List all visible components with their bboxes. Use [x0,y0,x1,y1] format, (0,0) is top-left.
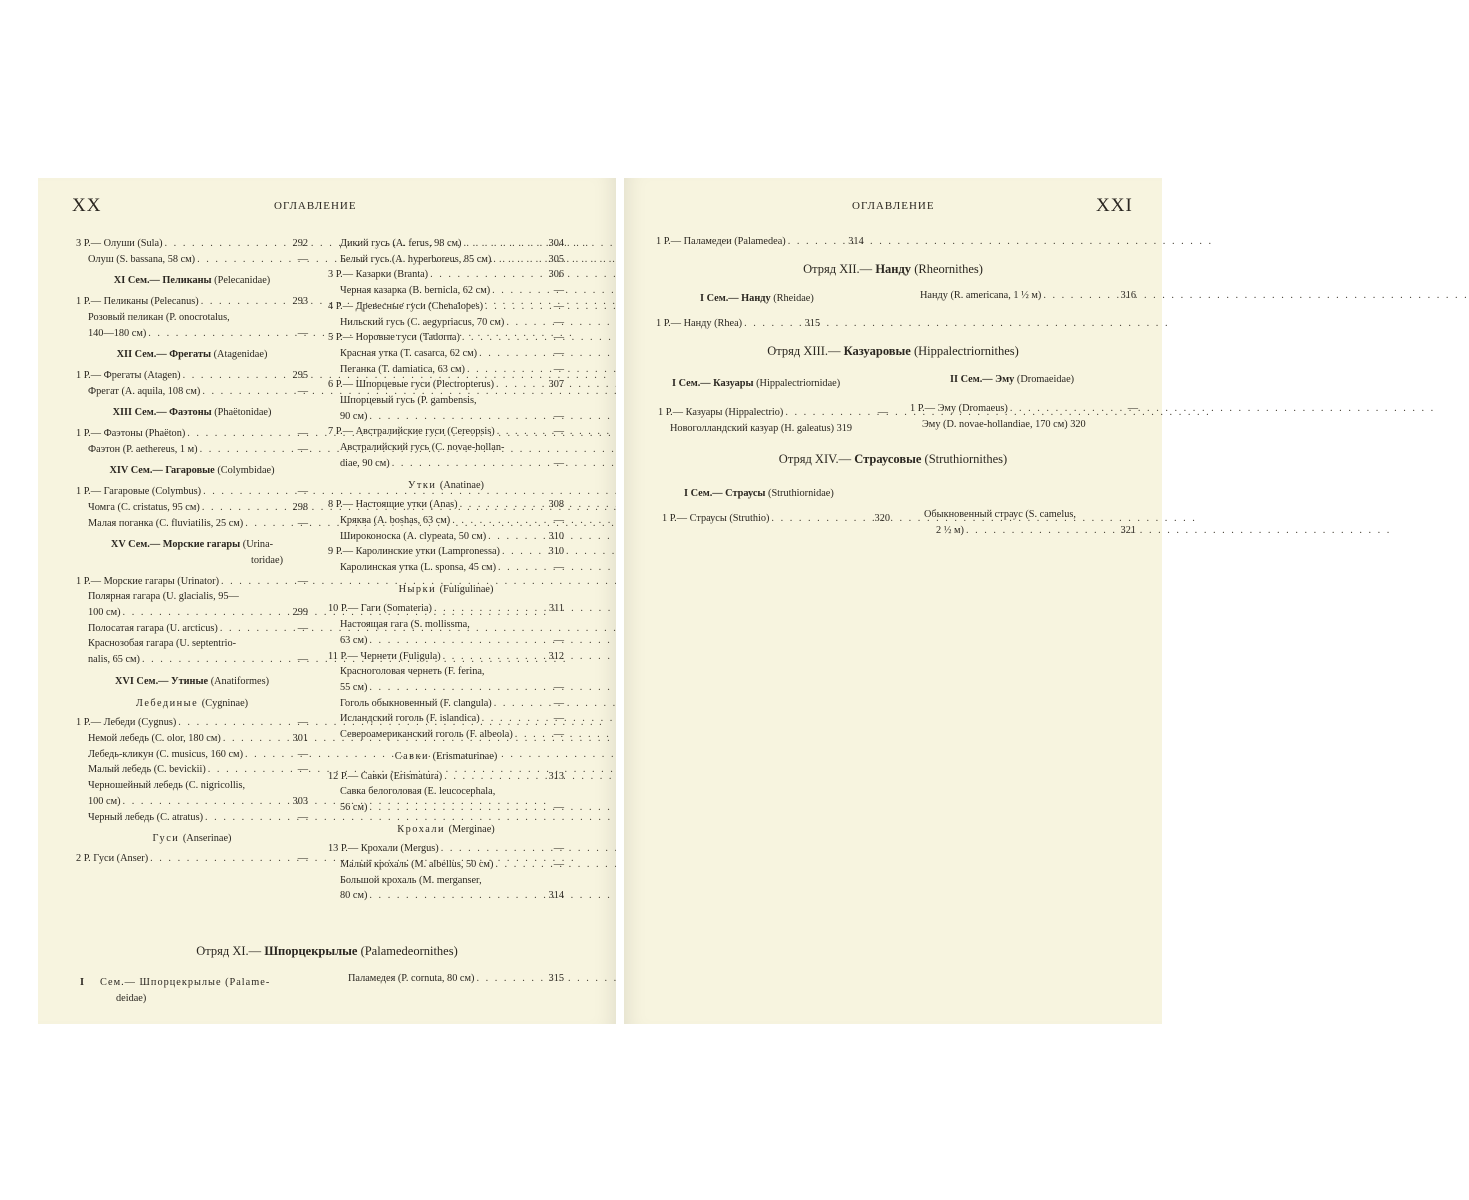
family-heading: XIV Сем.— Гагаровые (Colymbidae) [109,465,275,477]
entry-title: 100 см) [88,795,121,807]
bottom-family-entry: I Сем.— Шпорцекрылые (Palame- deidae) [80,977,271,1004]
page-ref: 299 [292,607,308,619]
family-heading: XI Сем.— Пеликаны (Pelecanidae) [113,275,271,287]
entry-title: Настоящая гага (S. mollissma, [340,619,470,631]
entry-title: 9 Р.— Каролинские утки (Lampronessa) [328,546,500,558]
page-number-left: XX [72,195,102,216]
toc-species-entry [76,500,308,516]
toc-species-entry [328,346,564,362]
entry-title: Австралийский гусь (C. novae-hollan- [340,442,505,454]
entry-title: Малая поганка (C. fluviatilis, 25 см) [88,517,244,529]
entry-title: 63 см) [340,634,368,646]
dot-leader [443,649,544,665]
page-ref: — [553,562,564,574]
toc-genus-entry [328,267,564,283]
dot-leader [452,513,544,529]
entry-title: Краснозобая гагара (U. septentrio- [88,638,237,650]
toc-species-entry [328,696,564,712]
dot-leader [494,696,544,712]
entry-title: Савка белоголовая (E. leucocephala, [340,786,496,798]
family-heading: II Сем.— Эму (Dromaeidae) [950,374,1075,385]
page-ref: 304 [548,238,564,249]
family-heading: XVI Сем.— Утиные (Anatiformes) [114,675,270,687]
running-head-right: ОГЛАВЛЕНИЕ [852,200,935,212]
page-ref: — [297,428,308,440]
page-ref: 310 [548,530,564,542]
dot-leader [205,810,288,826]
page-ref: 314 [548,890,564,902]
entry-title: 1 Р.— Пеликаны (Pelecanus) [76,296,199,308]
dot-leader [221,574,288,590]
toc-genus-entry [76,426,308,442]
page-ref: — [553,316,564,328]
toc-species-entry [328,362,564,378]
order-heading-xii: Отряд XII.— Нанду (Rheornithes) [803,262,983,276]
toc-species-entry [328,409,564,425]
page-ref: 307 [548,379,564,391]
subfamily-heading: Нырки (Fuligulinae) [398,583,494,595]
entry-title: Черная казарка (B. bernicla, 62 см) [340,285,491,297]
entry-title: 1 Р.— Гагаровые (Colymbus) [76,486,202,498]
toc-species-entry [328,857,564,873]
page-ref: — [297,764,308,776]
page-ref: — [553,843,564,855]
entry-title: Фрегат (A. aquila, 108 см) [88,385,201,397]
entry-title: Каролинская утка (L. sponsa, 45 см) [340,562,496,574]
page-ref: — [553,697,564,709]
page-ref: — [553,363,564,375]
dot-leader [202,384,288,400]
dot-leader [485,299,544,315]
entry-title: Красная утка (T. casarca, 62 см) [340,347,478,359]
left-page [38,178,616,1024]
entry-title: Фаэтон (P. aethereus, 1 м) [88,443,198,455]
family-heading: XIII Сем.— Фаэтоны (Phaëtonidae) [112,407,272,419]
page-ref: — [297,486,308,498]
dot-leader [202,500,288,516]
entry-title: 140—180 см) [88,327,147,339]
entry-title: 12 Р.— Савки (Erismatura) [328,770,443,782]
toc-genus-entry [328,769,564,785]
page-ref: 313 [548,770,564,782]
dot-leader [506,315,544,331]
species-entry: Обыкновенный страус (S. camelus, 2 ½ м) . . . 321 [924,507,1136,538]
entry-title: Лебедь-кликун (C. musicus, 160 см) [88,748,244,760]
toc-genus-entry [76,851,308,867]
toc-genus-entry [76,236,308,252]
toc-column-2 [328,236,564,904]
dot-leader [178,715,288,731]
dot-leader [203,484,288,500]
order-heading-xiii: Отряд XIII.— Казуаровые (Hippalectriornithes) [767,344,1019,358]
dot-leader [479,346,544,362]
entry-title: Черношейный лебедь (C. nigricollis, [88,780,246,792]
page-ref: — [553,285,564,297]
entry-title: 10 Р.— Гаги (Somateria) [328,603,432,615]
dot-leader [498,560,544,576]
toc-species-entry [328,784,564,800]
page-ref: 293 [292,296,308,308]
entry-title: 5 Р.— Норовые гуси (Tadorna) [328,332,460,344]
dot-leader [369,633,544,649]
entry-title: Малый крохаль (M. albellus, 50 см) [340,859,494,871]
entry-title: Полярная гагара (U. glacialis, 95— [88,591,239,603]
toc-species-entry [328,283,564,299]
page-ref: 310 [548,546,564,558]
toc-species-entry [328,664,564,680]
page-ref: — [553,729,564,741]
dot-leader [123,794,288,810]
toc-genus-entry [328,649,564,665]
toc-species-entry [76,326,308,342]
entry-title: 80 см) [340,890,368,902]
page-ref: 301 [292,732,308,744]
entry-title: Широконоска (A. clypeata, 50 см) [340,530,487,542]
page-ref: 295 [292,369,308,381]
page-ref: — [297,385,308,397]
entry-title: Исландский гоголь (F. islandica) [340,713,480,725]
page-ref: — [297,654,308,666]
toc-species-entry [76,636,308,652]
toc-species-entry [76,621,308,637]
page-ref: — [553,426,564,438]
page-ref: — [553,514,564,526]
toc-species-entry [328,633,564,649]
entry-title: 100 см) [88,607,121,619]
family-heading: I Сем.— Нанду (Rheidae) [700,293,814,304]
toc-species-entry [76,589,308,605]
subfamily-heading: Утки (Anatinae) [408,479,484,491]
toc-species-entry [328,529,564,545]
entry-title: 4 Р.— Древесные гуси (Chenalopes) [328,300,484,312]
page-ref: — [297,253,308,265]
running-head-left: ОГЛАВЛЕНИЕ [274,200,357,212]
dot-leader [492,283,544,299]
toc-species-entry [328,560,564,576]
dot-leader [369,800,544,816]
entry-title: 1 Р.— Лебеди (Cygnus) [76,717,177,729]
dot-leader [150,851,288,867]
toc-species-entry [328,456,564,472]
entry-title: Пеганка (T. damiatica, 63 см) [340,363,465,375]
entry-title: Большой крохаль (M. merganser, [340,874,482,886]
dot-leader [197,252,288,268]
toc-entry: 1 Р.— Паламедеи (Palamedea) . . . 314 [656,234,888,250]
dot-leader [208,762,288,778]
toc-genus-entry [76,368,308,384]
toc-genus-entry [76,294,308,310]
dot-leader [434,601,544,617]
toc-genus-entry [328,601,564,617]
page-ref: — [297,622,308,634]
page-ref: — [297,517,308,529]
dot-leader [201,294,288,310]
toc-species-entry [76,794,308,810]
toc-species-entry [328,873,564,889]
entry-title: Шпорцевый гусь (P. gambensis, [340,395,477,407]
dot-leader [495,857,544,873]
book-gutter [616,178,624,1024]
dot-leader [183,368,288,384]
toc-species-entry [328,617,564,633]
dot-leader [515,727,544,743]
toc-species-entry [76,731,308,747]
page-ref: — [297,811,308,823]
dot-leader [460,497,544,513]
dot-leader [392,456,544,472]
page-ref: — [553,713,564,725]
toc-species-entry [76,810,308,826]
page-ref: — [297,748,308,760]
bottom-species-entry: Паламедея (P. cornuta, 80 см) . . . 315 [348,971,564,987]
subfamily-heading: Крохали (Merginae) [397,823,495,835]
entry-title: Нильский гусь (C. aegypriacus, 70 см) [340,316,505,328]
page-ref: 303 [292,795,308,807]
toc-species-entry [76,605,308,621]
toc-species-entry [76,442,308,458]
toc-genus-entry [76,715,308,731]
toc-species-entry [328,236,564,252]
toc-species-entry [76,252,308,268]
toc-species-entry [76,384,308,400]
species-entry: Нанду (R. americana, 1 ½ м) . . . 316 [920,288,1136,304]
entry-title: 11 Р.— Чернети (Fuligula) [328,650,441,662]
entry-title: 1 Р.— Фрегаты (Atagen) [76,369,181,381]
toc-genus-entry [328,299,564,315]
entry-title: Малый лебедь (C. bevickii) [88,764,206,776]
dot-leader [444,769,544,785]
entry-title: Гоголь обыкновенный (F. clangula) [340,697,492,709]
dot-leader [200,442,288,458]
page-ref: — [553,801,564,813]
entry-title: 6 Р.— Шпорцевые гуси (Plectropterus) [328,379,495,391]
dot-leader [463,236,544,252]
toc-species-entry [328,800,564,816]
entry-title: 55 см) [340,681,368,693]
toc-genus-entry [328,544,564,560]
toc-genus-entry [328,424,564,440]
entry-title: Немой лебедь (C. olor, 180 см) [88,732,221,744]
right-page [624,178,1162,1024]
page-ref: 308 [548,499,564,511]
family-heading: I Сем.— Казуары (Hippalectriornidae) [672,378,841,389]
toc-species-entry [76,310,308,326]
entry-title: 13 Р.— Крохали (Mergus) [328,843,439,855]
dot-leader [497,424,544,440]
toc-genus-entry [76,574,308,590]
genus-species-block: 1 Р.— Эму (Dromaeus) . . . — Эму (D. novae-hollandiae, 170 см) 320 [910,401,1138,432]
entry-title: Полосатая гагара (U. arcticus) [88,622,218,634]
entry-title: diae, 90 см) [340,457,390,469]
page-ref: 305 [548,253,564,265]
toc-genus-entry [328,330,564,346]
dot-leader [502,544,544,560]
dot-leader [123,605,288,621]
dot-leader [462,330,544,346]
family-heading-continued: toridae) [250,554,284,566]
page-ref: — [553,681,564,693]
page-ref: 298 [292,501,308,513]
toc-genus-entry [76,484,308,500]
page-ref: — [553,300,564,312]
page-ref: — [553,410,564,422]
dot-leader [223,731,288,747]
entry-title: 56 см) [340,801,368,813]
toc-species-entry [76,778,308,794]
entry-title: Чомга (C. cristatus, 95 см) [88,501,200,513]
genus-species-block: 1 Р.— Казуары (Hippalectrio) . . . — Новоголландский казуар (H. galeatus) 319 [658,405,888,436]
family-heading: XII Сем.— Фрегаты (Atagenidae) [116,349,268,361]
entry-title: Кряква (A. boshas, 63 см) [340,514,451,526]
dot-leader [245,516,288,532]
toc-genus-entry [328,841,564,857]
genus-entry: 1 Р.— Страусы (Struthio) . . . 320 [662,511,890,527]
entry-title: 3 Р.— Олуши (Sula) [76,238,163,249]
page-ref: 311 [548,603,564,615]
dot-leader [488,529,544,545]
order-heading-xiv: Отряд XIV.— Страусовые (Struthiornithes) [778,452,1008,466]
dot-leader [441,841,544,857]
toc-species-entry [328,315,564,331]
toc-species-entry [76,652,308,668]
dot-leader [220,621,288,637]
dot-leader [430,267,544,283]
dot-leader [369,888,544,904]
entry-title: 90 см) [340,410,368,422]
entry-title: Розовый пеликан (P. onocrotalus, [88,311,230,323]
entry-title: Дикий гусь (A. ferus, 98 см) [340,238,462,249]
dot-leader [148,326,288,342]
page-ref: — [297,717,308,729]
page-ref: — [297,575,308,587]
toc-genus-entry [328,497,564,513]
page-ref: — [297,852,308,864]
page-ref: — [553,457,564,469]
entry-title: Североамериканский гоголь (F. albeola) [340,729,513,741]
entry-title: Красноголовая чернеть (F. ferina, [340,666,485,678]
entry-title: 7 Р.— Австралийские гуси (Cereopsis) [328,426,495,438]
dot-leader [369,680,544,696]
page-ref: — [553,332,564,344]
page-ref: — [553,859,564,871]
toc-species-entry [76,762,308,778]
subfamily-heading: Савки (Erismaturinae) [394,750,498,762]
entry-title: nalis, 65 см) [88,654,140,666]
dot-leader [187,426,288,442]
page-ref: — [553,347,564,359]
dot-leader [369,409,544,425]
toc-species-entry [76,516,308,532]
entry-title: 2 Р. Гуси (Anser) [76,852,149,864]
toc-column-1 [76,236,308,867]
entry-title: 3 Р.— Казарки (Branta) [328,269,429,281]
entry-title: Олуш (S. bassana, 58 см) [88,253,196,265]
family-heading: I Сем.— Страусы (Struthiornidae) [684,488,834,499]
page-ref: 292 [292,238,308,249]
dot-leader [245,747,288,763]
toc-species-entry [328,513,564,529]
genus-entry: 1 Р.— Нанду (Rhea) . . . 315 [656,316,888,332]
page-ref: — [553,634,564,646]
page-ref: 312 [548,650,564,662]
toc-species-entry [328,393,564,409]
entry-title: 8 Р.— Настоящие утки (Anas) [328,499,458,511]
page-ref: 306 [548,269,564,281]
family-heading: XV Сем.— Морские гагары (Urina- [110,539,274,551]
entry-title: 1 Р.— Фаэтоны (Phaëton) [76,428,186,440]
entry-title: 1 Р.— Морские гагары (Urinator) [76,575,219,587]
dot-leader [467,362,544,378]
dot-leader [165,236,288,252]
dot-leader [493,252,544,268]
entry-title: Черный лебедь (C. atratus) [88,811,204,823]
toc-species-entry [328,727,564,743]
entry-title: Белый гусь (A. hyperboreus, 85 см) [340,253,492,265]
page-ref: — [297,443,308,455]
dot-leader [496,377,544,393]
toc-species-entry [328,711,564,727]
dot-leader [482,711,544,727]
toc-species-entry [328,252,564,268]
subfamily-heading: Лебединые (Cygninae) [135,697,249,709]
subfamily-heading: Гуси (Anserinae) [152,833,232,845]
toc-species-entry [328,888,564,904]
toc-genus-entry [328,377,564,393]
page-number-right: XXI [1096,195,1133,216]
toc-species-entry [328,440,564,456]
order-heading-xi: Отряд XI.— Шпорцекрылые (Palamedeornithes) [196,944,458,958]
dot-leader [142,652,288,668]
toc-species-entry [76,747,308,763]
toc-species-entry [328,680,564,696]
page-ref: — [297,327,308,339]
